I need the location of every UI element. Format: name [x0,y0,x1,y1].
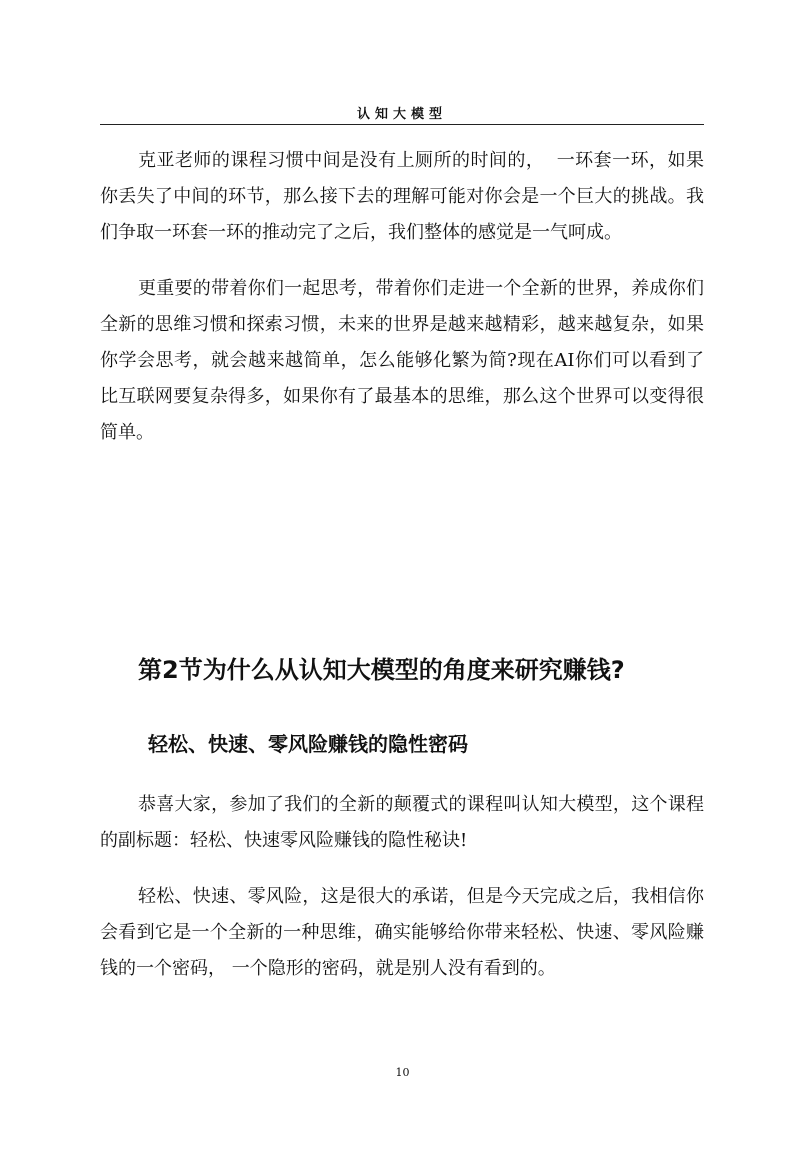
running-header-title: 认知大模型 [356,107,447,122]
section-paragraph-1: 恭喜大家，参加了我们的全新的颠覆式的课程叫认知大模型，这个课程的副标题：轻松、快速零风险赚钱的隐性秘诀! [100,794,704,851]
section-paragraph-2: 轻松、快速、零风险，这是很大的承诺，但是今天完成之后，我相信你会看到它是一个全新的一种思维，确实能够给你带来轻松、快速、零风险赚钱的一个密码， 一个隐形的密码，就是别人没有看到的。 [100,886,704,979]
section-title: 第2节为什么从认知大模型的角度来研究赚钱? [138,656,625,684]
section-subtitle: 轻松、快速、零风险赚钱的隐性密码 [148,732,468,756]
body-paragraph-2: 更重要的带着你们一起思考，带着你们走进一个全新的世界，养成你们全新的思维习惯和探索习惯，未来的世界是越来越精彩，越来越复杂，如果你学会思考，就会越来越简单，怎么能够化繁为简?现在AI你们可以看到了比互联网要复杂得多，如果你有了最基本的思维，那么这个世界可以变得很简单。 [100,278,704,443]
header-divider [100,124,704,125]
body-paragraph-1: 克亚老师的课程习惯中间是没有上厕所的时间的， 一环套一环，如果你丢失了中间的环节，那么接下去的理解可能对你会是一个巨大的挑战。我们争取一环套一环的推动完了之后，我们整体的感觉是一气呵成。 [100,150,704,243]
page-number: 10 [395,1066,410,1079]
